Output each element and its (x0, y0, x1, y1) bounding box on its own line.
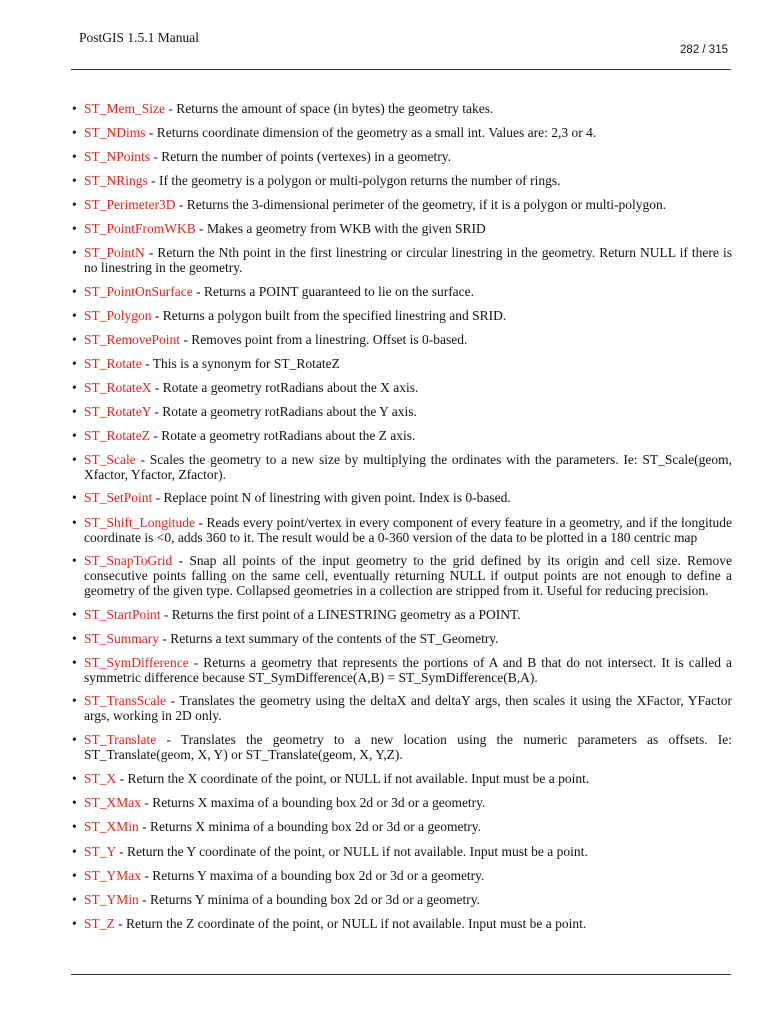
function-link[interactable]: ST_Shift_Longitude (84, 515, 195, 530)
function-description: - Translates the geometry to a new location using the numeric parameters as offsets. Ie: ST_Translate(geom, X, Y) or ST_Translate(geom, X, Y,Z). (84, 732, 732, 763)
function-description: - Returns a polygon built from the specified linestring and SRID. (151, 308, 507, 323)
function-description: - Returns a POINT guaranteed to lie on the surface. (192, 284, 475, 299)
function-link[interactable]: ST_Z (84, 916, 115, 931)
list-item (72, 490, 732, 505)
list-item (72, 197, 732, 212)
function-link[interactable]: ST_PointN (84, 245, 145, 260)
list-item (72, 844, 732, 859)
bullet-icon: • (72, 428, 77, 443)
function-link[interactable]: ST_Scale (84, 452, 136, 467)
function-link[interactable]: ST_XMin (84, 819, 139, 834)
function-description: - Snap all points of the input geometry to the grid defined by its origin and cell size. Remove consecutive points falling on the same cell, eventually returning NULL if output points are not enough to define a geometry of the given type. Collapsed geometries in a collection are stripped from it. Useful for reducing precision. (84, 553, 732, 599)
function-description: - Return the X coordinate of the point, or NULL if not available. Input must be a point. (116, 771, 590, 786)
bullet-icon: • (72, 221, 77, 236)
bullet-icon: • (72, 197, 77, 212)
list-item (72, 221, 732, 236)
function-link[interactable]: ST_YMax (84, 868, 141, 883)
list-item (72, 173, 732, 188)
bullet-icon: • (72, 819, 77, 834)
function-description: - Return the number of points (vertexes) in a geometry. (150, 149, 451, 164)
function-description: - Rotate a geometry rotRadians about the Y axis. (151, 404, 417, 419)
bullet-icon: • (72, 284, 77, 299)
bullet-icon: • (72, 356, 77, 371)
function-link[interactable]: ST_RotateZ (84, 428, 150, 443)
bullet-icon: • (72, 732, 77, 747)
list-item (72, 607, 732, 622)
list-item (72, 732, 732, 763)
bullet-icon: • (72, 607, 77, 622)
function-link[interactable]: ST_RotateX (84, 380, 152, 395)
function-link[interactable]: ST_SnapToGrid (84, 553, 173, 568)
footer-divider (71, 974, 731, 975)
function-description: - Return the Y coordinate of the point, or NULL if not available. Input must be a point. (115, 844, 588, 859)
function-link[interactable]: ST_Summary (84, 631, 160, 646)
function-link[interactable]: ST_NDims (84, 125, 146, 140)
list-item (72, 356, 732, 371)
bullet-icon: • (72, 631, 77, 646)
bullet-icon: • (72, 892, 77, 907)
document-title: PostGIS 1.5.1 Manual (79, 30, 200, 45)
function-link[interactable]: ST_RemovePoint (84, 332, 181, 347)
function-description: - Returns a geometry that represents the portions of A and B that do not intersect. It is called a symmetric difference because ST_SymDifference(A,B) = ST_SymDifference(B,A). (84, 655, 732, 686)
function-description: - Scales the geometry to a new size by multiplying the ordinates with the parameters. Ie: ST_Scale(geom, Xfactor, Yfactor, Zfactor). (84, 452, 732, 483)
function-description: - Returns Y maxima of a bounding box 2d or 3d or a geometry. (141, 868, 485, 883)
list-item (72, 631, 732, 646)
list-item (72, 380, 732, 395)
list-item (72, 332, 732, 347)
list-item (72, 404, 732, 419)
function-link[interactable]: ST_NRings (84, 173, 148, 188)
function-description: - Return the Nth point in the first linestring or circular linestring in the geometry. Return NULL if there is no linestring in the geometry. (84, 245, 732, 276)
list-item (72, 655, 732, 686)
function-description: - Returns X minima of a bounding box 2d or 3d or a geometry. (138, 819, 481, 834)
function-description: - Removes point from a linestring. Offset is 0-based. (180, 332, 468, 347)
function-description: - If the geometry is a polygon or multi-polygon returns the number of rings. (147, 173, 561, 188)
bullet-icon: • (72, 332, 77, 347)
function-description: - This is a synonym for ST_RotateZ (141, 356, 340, 371)
function-link[interactable]: ST_XMax (84, 795, 141, 810)
list-item (72, 795, 732, 810)
function-link[interactable]: ST_StartPoint (84, 607, 161, 622)
list-item (72, 308, 732, 323)
bullet-icon: • (72, 404, 77, 419)
list-item (72, 892, 732, 907)
list-item (72, 819, 732, 834)
bullet-icon: • (72, 844, 77, 859)
bullet-icon: • (72, 452, 77, 467)
function-link[interactable]: ST_SetPoint (84, 490, 153, 505)
function-description: - Replace point N of linestring with given point. Index is 0-based. (152, 490, 511, 505)
function-link[interactable]: ST_RotateY (84, 404, 151, 419)
bullet-icon: • (72, 173, 77, 188)
function-description: - Return the Z coordinate of the point, or NULL if not available. Input must be a point. (114, 916, 587, 931)
page-number: 282 / 315 (680, 44, 728, 56)
bullet-icon: • (72, 380, 77, 395)
function-description: - Returns Y minima of a bounding box 2d or 3d or a geometry. (138, 892, 480, 907)
list-item (72, 428, 732, 443)
list-item (72, 515, 732, 546)
function-description: - Returns the 3-dimensional perimeter of the geometry, if it is a polygon or multi-polygon. (175, 197, 667, 212)
list-item (72, 452, 732, 483)
list-item (72, 916, 732, 931)
function-description: - Rotate a geometry rotRadians about the X axis. (151, 380, 419, 395)
function-link[interactable]: ST_TransScale (84, 693, 167, 708)
function-link[interactable]: ST_Rotate (84, 356, 142, 371)
bullet-icon: • (72, 916, 77, 931)
function-link[interactable]: ST_NPoints (84, 149, 151, 164)
function-link[interactable]: ST_PointOnSurface (84, 284, 193, 299)
bullet-icon: • (72, 308, 77, 323)
function-link[interactable]: ST_Y (84, 844, 116, 859)
function-description: - Translates the geometry using the deltaX and deltaY args, then scales it using the XFactor, YFactor args, working in 2D only. (84, 693, 732, 724)
bullet-icon: • (72, 655, 77, 670)
bullet-icon: • (72, 515, 77, 530)
bullet-icon: • (72, 693, 77, 708)
bullet-icon: • (72, 771, 77, 786)
function-description: - Returns the first point of a LINESTRING geometry as a POINT. (160, 607, 521, 622)
bullet-icon: • (72, 868, 77, 883)
function-description: - Reads every point/vertex in every component of every feature in a geometry, and if the longitude coordinate is <0, adds 360 to it. The result would be a 0-360 version of the data to be plotted in a 180 centric map (84, 515, 732, 546)
function-link[interactable]: ST_Translate (84, 732, 157, 747)
function-description: - Returns the amount of space (in bytes) the geometry takes. (165, 101, 494, 116)
function-link[interactable]: ST_YMin (84, 892, 139, 907)
bullet-icon: • (72, 490, 77, 505)
bullet-icon: • (72, 125, 77, 140)
function-link[interactable]: ST_Perimeter3D (84, 197, 176, 212)
function-description: - Returns X maxima of a bounding box 2d or 3d or a geometry. (141, 795, 486, 810)
list-item (72, 101, 732, 116)
bullet-icon: • (72, 149, 77, 164)
function-link[interactable]: ST_Polygon (84, 308, 152, 323)
list-item (72, 125, 732, 140)
list-item (72, 553, 732, 599)
list-item (72, 771, 732, 786)
bullet-icon: • (72, 245, 77, 260)
function-description: - Returns a text summary of the contents of the ST_Geometry. (159, 631, 499, 646)
bullet-icon: • (72, 795, 77, 810)
function-description: - Makes a geometry from WKB with the given SRID (195, 221, 486, 236)
bullet-icon: • (72, 553, 77, 568)
function-link[interactable]: ST_PointFromWKB (84, 221, 196, 236)
bullet-icon: • (72, 101, 77, 116)
function-description: - Returns coordinate dimension of the geometry as a small int. Values are: 2,3 or 4. (145, 125, 597, 140)
list-item (72, 868, 732, 883)
function-link[interactable]: ST_SymDifference (84, 655, 189, 670)
list-item (72, 245, 732, 276)
list-item (72, 284, 732, 299)
list-item (72, 693, 732, 724)
function-link[interactable]: ST_Mem_Size (84, 101, 165, 116)
list-item (72, 149, 732, 164)
function-link[interactable]: ST_X (84, 771, 117, 786)
function-description: - Rotate a geometry rotRadians about the Z axis. (150, 428, 416, 443)
